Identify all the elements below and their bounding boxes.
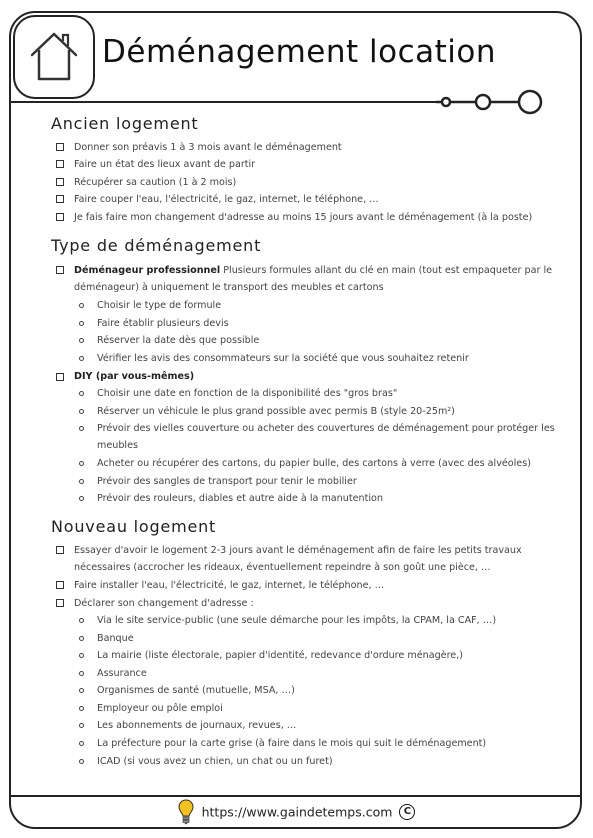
sub-item: Organismes de santé (mutuelle, MSA, …) bbox=[97, 685, 295, 696]
pro-label: Déménageur professionnel bbox=[74, 265, 221, 276]
sub-item: Prévoir des sangles de transport pour tenir le mobilier bbox=[97, 476, 357, 487]
sub-item: Banque bbox=[97, 633, 134, 644]
bullet bbox=[79, 479, 84, 484]
sub-item: Employeur ou pôle emploi bbox=[97, 703, 223, 714]
bullet bbox=[79, 303, 84, 308]
pro-text: Plusieurs formules allant du clé en main (tout est empaqueter par le bbox=[220, 265, 553, 276]
bullet bbox=[79, 409, 84, 414]
sub-item: Assurance bbox=[97, 668, 147, 679]
section-title-type: Type de déménagement bbox=[51, 236, 262, 255]
bullet bbox=[79, 391, 84, 396]
list-item-continued: déménageur) à uniquement le transport des meubles et cartons bbox=[74, 282, 384, 293]
sub-item: ICAD (si vous avez un chien, un chat ou un furet) bbox=[97, 756, 333, 767]
copyright-symbol: C bbox=[399, 804, 415, 820]
bullet bbox=[79, 356, 84, 361]
checkbox[interactable] bbox=[56, 143, 64, 151]
list-item: Récupérer sa caution (1 à 2 mois) bbox=[74, 177, 237, 188]
list-item-diy bbox=[74, 368, 194, 385]
page-title: Déménagement location bbox=[102, 34, 497, 70]
bullet bbox=[79, 741, 84, 746]
decorative-circles bbox=[436, 88, 546, 116]
footer-url[interactable]: https://www.gaindetemps.com bbox=[201, 804, 393, 820]
list-item: Faire installer l'eau, l'électricité, le gaz, internet, le téléphone, … bbox=[74, 580, 385, 591]
checkbox[interactable] bbox=[56, 213, 64, 221]
checkbox[interactable] bbox=[56, 195, 64, 203]
list-item: Déclarer son changement d'adresse : bbox=[74, 598, 254, 609]
sub-item: La mairie (liste électorale, papier d'identité, redevance d'ordure ménagère,) bbox=[97, 650, 464, 661]
footer-divider bbox=[9, 795, 582, 797]
bullet bbox=[79, 759, 84, 764]
bullet bbox=[79, 706, 84, 711]
bullet bbox=[79, 671, 84, 676]
sub-item: Via le site service-public (une seule démarche pour les impôts, la CPAM, la CAF, …) bbox=[97, 615, 497, 626]
sub-item: Faire établir plusieurs devis bbox=[97, 318, 229, 329]
list-item: Faire couper l'eau, l'électricité, le gaz, internet, le téléphone, … bbox=[74, 194, 379, 205]
bullet bbox=[79, 426, 84, 431]
list-item: Je fais faire mon changement d'adresse au moins 15 jours avant le déménagement (à la poste) bbox=[74, 212, 533, 223]
sub-item: Réserver la date dès que possible bbox=[97, 335, 260, 346]
checkbox[interactable] bbox=[56, 373, 64, 381]
sub-item: La préfecture pour la carte grise (à faire dans le mois qui suit le déménagement) bbox=[97, 738, 487, 749]
sub-item: Prévoir des vielles couverture ou acheter des couvertures de déménagement pour protéger les bbox=[97, 423, 555, 434]
checkbox[interactable] bbox=[56, 266, 64, 274]
house-icon bbox=[28, 29, 80, 85]
list-item: Faire un état des lieux avant de partir bbox=[74, 159, 256, 170]
checkbox[interactable] bbox=[56, 160, 64, 168]
list-item-continued: nécessaires (accrocher les rideaux, éventuellement repeindre à son goût une pièce, … bbox=[74, 562, 491, 573]
header-divider bbox=[9, 101, 446, 103]
bullet bbox=[79, 338, 84, 343]
sub-item: Vérifier les avis des consommateurs sur la société que vous souhaitez retenir bbox=[97, 353, 469, 364]
section-title-ancien: Ancien logement bbox=[51, 114, 199, 133]
sub-item: Choisir le type de formule bbox=[97, 300, 222, 311]
bullet bbox=[79, 636, 84, 641]
sub-item-continued: meubles bbox=[97, 440, 138, 451]
bullet bbox=[79, 723, 84, 728]
sub-item: Les abonnements de journaux, revues, … bbox=[97, 720, 297, 731]
bullet bbox=[79, 321, 84, 326]
checkbox[interactable] bbox=[56, 599, 64, 607]
bullet bbox=[79, 496, 84, 501]
footer bbox=[0, 799, 593, 825]
bullet bbox=[79, 653, 84, 658]
sub-item: Prévoir des rouleurs, diables et autre aide à la manutention bbox=[97, 493, 383, 504]
diy-label: DIY (par vous-mêmes) bbox=[74, 371, 195, 382]
checkbox[interactable] bbox=[56, 178, 64, 186]
bullet bbox=[79, 461, 84, 466]
home-logo-box bbox=[13, 15, 95, 99]
list-item: Essayer d'avoir le logement 2-3 jours avant le déménagement afin de faire les petits travaux bbox=[74, 545, 522, 556]
sub-item: Réserver un véhicule le plus grand possible avec permis B (style 20-25m²) bbox=[97, 406, 455, 417]
lightbulb-icon bbox=[178, 799, 194, 825]
checkbox[interactable] bbox=[56, 581, 64, 589]
bullet bbox=[79, 618, 84, 623]
checkbox[interactable] bbox=[56, 546, 64, 554]
sub-item: Acheter ou récupérer des cartons, du papier bulle, des cartons à verre (avec des alvéoles) bbox=[97, 458, 531, 469]
section-title-nouveau: Nouveau logement bbox=[51, 517, 217, 536]
list-item-pro bbox=[74, 262, 552, 279]
bullet bbox=[79, 688, 84, 693]
list-item: Donner son préavis 1 à 3 mois avant le déménagement bbox=[74, 142, 342, 153]
sub-item: Choisir une date en fonction de la disponibilité des "gros bras" bbox=[97, 388, 398, 399]
